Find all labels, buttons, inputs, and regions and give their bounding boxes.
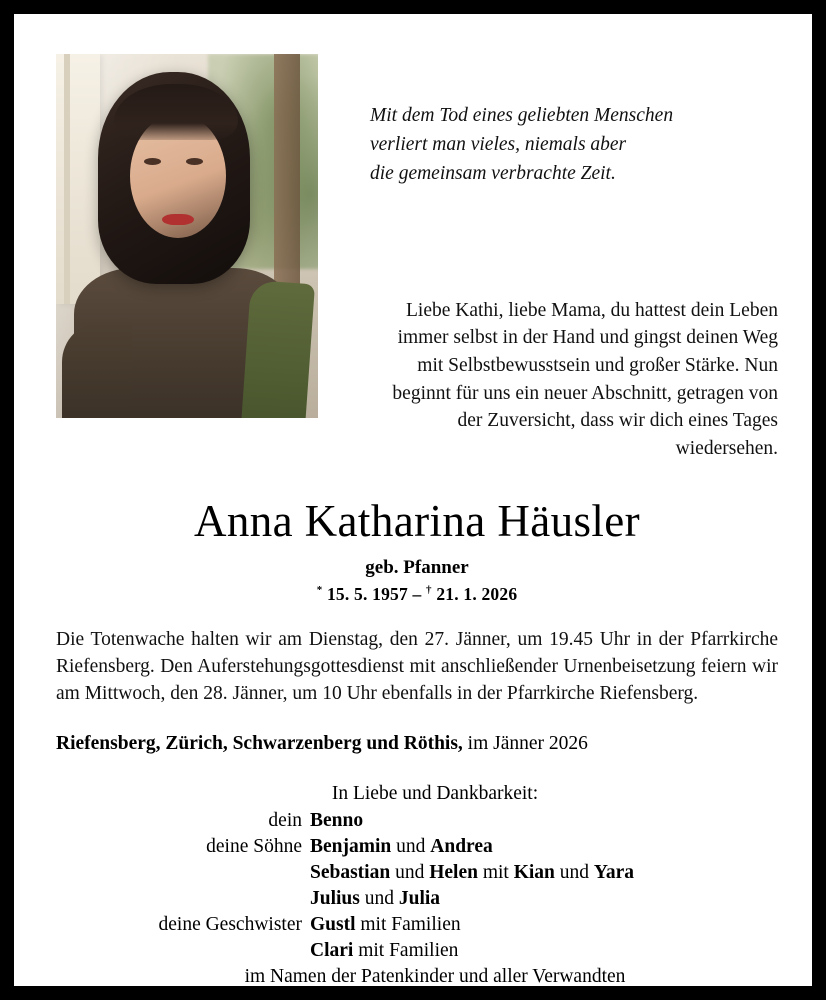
survivor-conjunction: und [359, 887, 399, 909]
photo-lips [162, 214, 194, 225]
survivor-relation: dein [268, 809, 302, 831]
photo-eye-right [186, 158, 203, 165]
survivor-name: Sebastian [310, 861, 391, 883]
survivor-suffix: mit Familien [353, 940, 459, 962]
survivors-footer: im Namen der Patenkinder und aller Verwandten [244, 966, 626, 988]
survivor-name: Julia [398, 887, 441, 909]
survivor-row [56, 938, 778, 964]
survivor-conjunction: mit [477, 861, 514, 883]
portrait-photo [56, 54, 318, 418]
date-dash: – [412, 583, 422, 604]
photo-window-bar [64, 54, 70, 304]
survivor-names [310, 912, 778, 938]
survivor-names [310, 860, 778, 886]
survivor-conjunction: und [391, 835, 431, 857]
places-date: im Jänner 2026 [462, 733, 588, 755]
survivor-names [310, 938, 778, 964]
survivor-relation: deine Söhne [206, 835, 302, 857]
survivor-row [56, 912, 778, 938]
survivor-row [56, 886, 778, 912]
memorial-verse [370, 102, 778, 189]
birth-star-icon: * [316, 583, 323, 596]
verse-column [318, 54, 778, 463]
places-list: Riefensberg, Zürich, Schwarzenberg und Röthis, [56, 733, 463, 755]
survivor-row [56, 834, 778, 860]
verse-line-2: verliert man vieles, niemals aber [370, 133, 627, 155]
survivor-conjunction: und [554, 861, 594, 883]
photo-window [56, 54, 100, 304]
photo-shoulder [62, 322, 132, 418]
places-line [56, 733, 778, 755]
death-cross-icon: † [426, 583, 432, 596]
survivor-name: Yara [593, 861, 634, 883]
deceased-name: Anna Katharina Häusler [193, 495, 641, 546]
survivor-name: Gustl [310, 914, 356, 936]
photo-eye-left [144, 158, 161, 165]
verse-line-3: die gemeinsam verbrachte Zeit. [370, 162, 616, 184]
survivor-name: Benno [310, 809, 364, 831]
dedication-text: Liebe Kathi, liebe Mama, du hattest dein Leben immer selbst in der Hand und gingst deinen Weg mit Selbstbewusstsein und großer Stärke. Nun beginnt für uns ein neuer Abschnitt, getragen von der Zuversicht, dass wir dich eines Tages wiedersehen. [392, 299, 778, 460]
survivor-conjunction: und [390, 861, 430, 883]
survivor-relation: deine Geschwister [158, 914, 302, 936]
birth-date: 15. 5. 1957 [326, 583, 408, 604]
survivor-suffix: mit Familien [355, 914, 461, 936]
photo-doorframe [274, 54, 300, 284]
death-date: 21. 1. 2026 [436, 583, 518, 604]
survivor-name: Julius [310, 887, 360, 909]
survivor-name: Benjamin [310, 835, 392, 857]
survivor-names [310, 886, 778, 912]
life-dates [56, 584, 778, 605]
survivor-name: Clari [310, 940, 354, 962]
photo-scarf [241, 280, 315, 418]
survivor-name: Andrea [430, 835, 493, 857]
survivor-name: Kian [513, 861, 555, 883]
survivors-title: In Liebe und Dankbarkeit: [331, 783, 539, 805]
survivor-row [56, 808, 778, 834]
survivor-row [56, 860, 778, 886]
verse-line-1: Mit dem Tod eines geliebten Menschen [370, 105, 674, 126]
survivors-section [56, 781, 778, 990]
header-section [56, 54, 778, 463]
maiden-name: geb. Pfanner [365, 556, 469, 578]
obituary-inner [14, 14, 812, 986]
survivor-names [310, 808, 778, 834]
service-details: Die Totenwache halten wir am Dienstag, den 27. Jänner, um 19.45 Uhr in der Pfarrkirche Riefensberg. Den Auferstehungsgottesdienst mit anschließender Urnenbeisetzung feiern wir am Mittwoch, den 28. Jänner, um 10 Uhr ebenfalls in der Pfarrkirche Riefensberg. [56, 628, 778, 704]
survivor-name: Helen [429, 861, 478, 883]
survivor-names [310, 834, 778, 860]
